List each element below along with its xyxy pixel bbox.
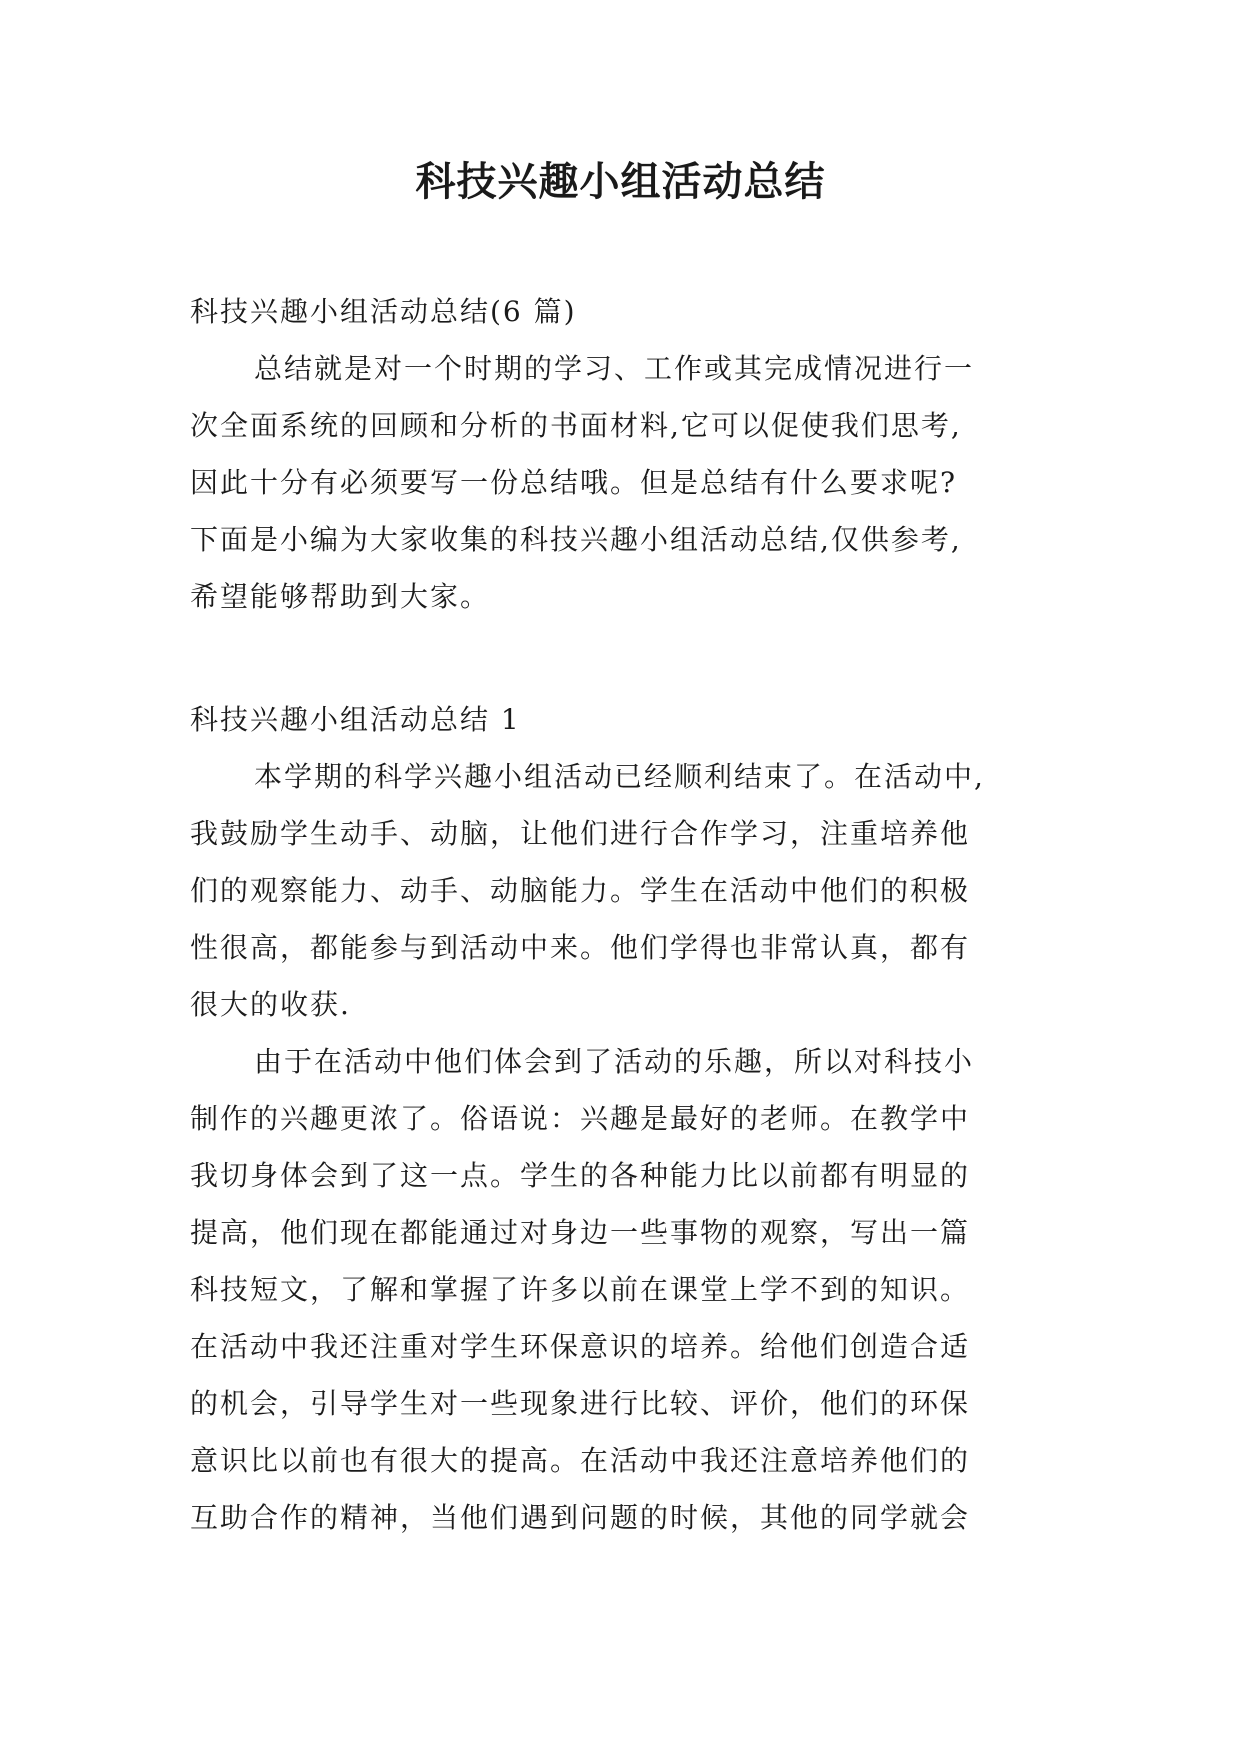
- paragraph-line: 提高，他们现在都能通过对身边一些事物的观察，写出一篇: [190, 1216, 971, 1249]
- paragraph-line: 由于在活动中他们体会到了活动的乐趣，所以对科技小: [254, 1045, 975, 1078]
- section1-paragraph-1: [190, 748, 1050, 1033]
- section-heading: 科技兴趣小组活动总结 1: [190, 703, 521, 736]
- paragraph-line: 很大的收获.: [190, 988, 351, 1021]
- intro-line: 总结就是对一个时期的学习、工作或其完成情况进行一: [254, 352, 975, 385]
- document-subtitle: 科技兴趣小组活动总结(6 篇): [190, 295, 577, 328]
- paragraph-line: 互助合作的精神，当他们遇到问题的时候，其他的同学就会: [190, 1501, 971, 1534]
- paragraph-line: 性很高，都能参与到活动中来。他们学得也非常认真，都有: [190, 931, 971, 964]
- paragraph-line: 意识比以前也有很大的提高。在活动中我还注意培养他们的: [190, 1444, 971, 1477]
- document-body: [190, 283, 1050, 1546]
- paragraph-line: 制作的兴趣更浓了。俗语说：兴趣是最好的老师。在教学中: [190, 1102, 971, 1135]
- paragraph-line: 在活动中我还注重对学生环保意识的培养。给他们创造合适: [190, 1330, 971, 1363]
- paragraph-line: 科技短文，了解和掌握了许多以前在课堂上学不到的知识。: [190, 1273, 971, 1306]
- intro-paragraph: [190, 340, 1050, 625]
- section1-paragraph-2: [190, 1033, 1050, 1546]
- intro-line: 因此十分有必须要写一份总结哦。但是总结有什么要求呢?: [190, 466, 958, 499]
- intro-line: 希望能够帮助到大家。: [190, 580, 491, 613]
- section-spacer: [190, 625, 1050, 691]
- paragraph-line: 我鼓励学生动手、动脑，让他们进行合作学习，注重培养他: [190, 817, 971, 850]
- intro-line: 下面是小编为大家收集的科技兴趣小组活动总结,仅供参考,: [190, 523, 962, 556]
- paragraph-line: 们的观察能力、动手、动脑能力。学生在活动中他们的积极: [190, 874, 971, 907]
- document-title: 科技兴趣小组活动总结: [415, 159, 826, 205]
- paragraph-line: 本学期的科学兴趣小组活动已经顺利结束了。在活动中,: [254, 760, 985, 793]
- paragraph-line: 我切身体会到了这一点。学生的各种能力比以前都有明显的: [190, 1159, 971, 1192]
- paragraph-line: 的机会，引导学生对一些现象进行比较、评价，他们的环保: [190, 1387, 971, 1420]
- intro-line: 次全面系统的回顾和分析的书面材料,它可以促使我们思考,: [190, 409, 962, 442]
